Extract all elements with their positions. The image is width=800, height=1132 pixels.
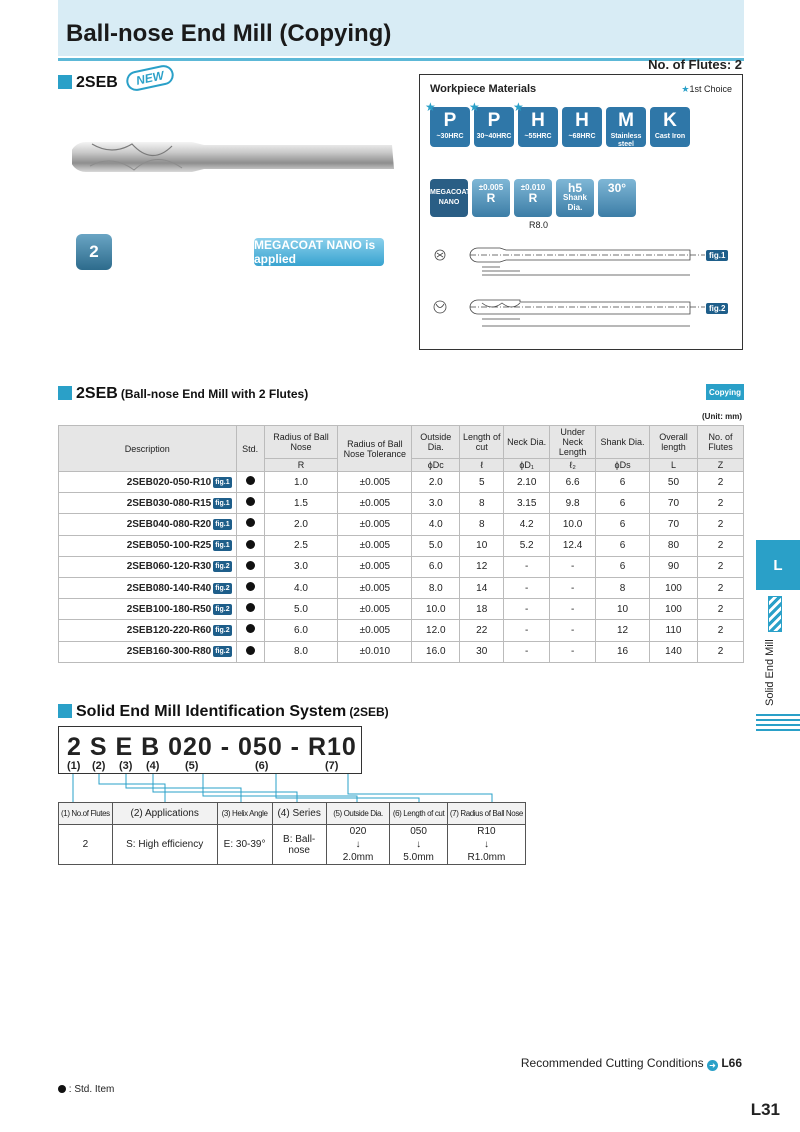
header-rule	[58, 58, 744, 61]
section-square-icon	[58, 704, 72, 718]
table-row	[59, 556, 744, 577]
col-outside: Outside Dia.	[412, 426, 460, 459]
page-number: L31	[750, 1100, 780, 1119]
material-m: M Stainless steel	[606, 107, 646, 147]
id-heading: Solid End Mill Identification System (2SEB)	[58, 703, 389, 721]
page-title: Ball-nose End Mill (Copying)	[66, 20, 392, 47]
col-flutes: No. of Flutes	[697, 426, 743, 459]
fig-tag: fig.2	[215, 605, 230, 613]
cell-cut: 10	[460, 535, 504, 556]
std-dot-icon	[246, 518, 255, 527]
cell-std	[236, 577, 264, 598]
col-neck: Neck Dia.	[504, 426, 550, 459]
cell-under-neck: -	[550, 599, 596, 620]
std-dot-icon	[58, 1085, 66, 1093]
std-dot-icon	[246, 603, 255, 612]
table-row	[59, 641, 744, 662]
id-val-outside: 020 ↓ 2.0mm	[326, 825, 389, 865]
code-part-3: (3)	[119, 760, 133, 772]
std-dot-icon	[246, 476, 255, 485]
cell-neck: 4.2	[504, 514, 550, 535]
dimension-drawings	[420, 231, 742, 349]
code-part-2: (2)	[92, 760, 106, 772]
cell-std	[236, 556, 264, 577]
cell-outside: 3.0	[412, 493, 460, 514]
sym-shank: ϕDs	[596, 459, 650, 472]
cell-overall: 70	[650, 514, 698, 535]
cell-std	[236, 514, 264, 535]
cell-shank: 8	[596, 577, 650, 598]
cell-description	[59, 472, 237, 493]
cell-outside: 16.0	[412, 641, 460, 662]
cell-overall: 50	[650, 472, 698, 493]
cell-shank: 16	[596, 641, 650, 662]
cell-under-neck: 10.0	[550, 514, 596, 535]
cell-cut: 30	[460, 641, 504, 662]
cell-cut: 14	[460, 577, 504, 598]
cell-overall: 70	[650, 493, 698, 514]
sym-cut: ℓ	[460, 459, 504, 472]
code-part-7: (7)	[325, 760, 339, 772]
std-dot-icon	[246, 624, 255, 633]
cell-tolerance: ±0.005	[338, 556, 412, 577]
helix-angle-icon: 30°	[598, 179, 636, 217]
cell-description	[59, 641, 237, 662]
new-badge: NEW	[124, 63, 175, 93]
code-part-4: (4)	[146, 760, 160, 772]
sym-flutes: Z	[697, 459, 743, 472]
cell-description	[59, 577, 237, 598]
cell-cut: 18	[460, 599, 504, 620]
cell-neck: -	[504, 577, 550, 598]
cell-tolerance: ±0.005	[338, 472, 412, 493]
id-val-flutes: 2	[59, 825, 113, 865]
cell-radius: 3.0	[264, 556, 338, 577]
std-dot-icon	[246, 582, 255, 591]
cell-flutes: 2	[697, 535, 743, 556]
cell-description	[59, 514, 237, 535]
cell-radius: 5.0	[264, 599, 338, 620]
sym-overall: L	[650, 459, 698, 472]
cell-under-neck: 6.6	[550, 472, 596, 493]
sym-under-neck: ℓ₂	[550, 459, 596, 472]
fig-tag: fig.1	[215, 520, 230, 528]
product-heading	[58, 74, 118, 92]
fig-tag: fig.1	[215, 478, 230, 486]
fig2-label: fig.2	[706, 303, 728, 314]
item-code: 2SEB050-100-R25	[126, 540, 212, 552]
end-mill-icon	[768, 596, 782, 632]
material-icons	[425, 100, 690, 148]
col-cut: Length of cut	[460, 426, 504, 459]
cell-radius: 1.5	[264, 493, 338, 514]
id-col-7: (7) Radius of Ball Nose	[447, 803, 525, 825]
workpiece-panel	[419, 74, 743, 350]
code-part-6: (6)	[255, 760, 269, 772]
cell-under-neck: -	[550, 620, 596, 641]
material-p-soft: ★ P ~30HRC	[430, 107, 470, 147]
cell-outside: 12.0	[412, 620, 460, 641]
fig-tag: fig.2	[215, 584, 230, 592]
cell-std	[236, 599, 264, 620]
fig-tag: fig.1	[215, 499, 230, 507]
fig-tag: fig.2	[215, 648, 230, 656]
std-dot-icon	[246, 646, 255, 655]
material-p-mid: ★ P 30~40HRC	[474, 107, 514, 147]
cell-under-neck: 12.4	[550, 535, 596, 556]
table-row	[59, 493, 744, 514]
cell-flutes: 2	[697, 620, 743, 641]
cell-flutes: 2	[697, 556, 743, 577]
material-h-68: H ~68HRC	[562, 107, 602, 147]
id-val-applications: S: High efficiency	[112, 825, 217, 865]
cell-tolerance: ±0.005	[338, 493, 412, 514]
cell-cut: 8	[460, 514, 504, 535]
item-code: 2SEB030-080-R15	[126, 497, 212, 509]
cell-overall: 110	[650, 620, 698, 641]
two-flute-badge: 2	[76, 234, 112, 270]
cell-flutes: 2	[697, 641, 743, 662]
col-shank: Shank Dia.	[596, 426, 650, 459]
cell-std	[236, 493, 264, 514]
id-col-6: (6) Length of cut	[390, 803, 448, 825]
cell-radius: 8.0	[264, 641, 338, 662]
cell-std	[236, 620, 264, 641]
arrow-right-icon: ➜	[707, 1060, 718, 1071]
cell-neck: -	[504, 641, 550, 662]
fig-tag: fig.2	[215, 563, 230, 571]
table-row	[59, 577, 744, 598]
id-col-5: (5) Outside Dia.	[326, 803, 389, 825]
radius-tolerance-icon: ±0.010 R	[514, 179, 552, 217]
id-table	[58, 802, 526, 865]
id-code-box	[58, 726, 362, 774]
cell-tolerance: ±0.005	[338, 535, 412, 556]
cell-overall: 100	[650, 577, 698, 598]
material-k: K Cast Iron	[650, 107, 690, 147]
cell-flutes: 2	[697, 577, 743, 598]
cell-shank: 12	[596, 620, 650, 641]
cell-neck: -	[504, 620, 550, 641]
cell-overall: 140	[650, 641, 698, 662]
page-header	[58, 0, 744, 56]
cell-outside: 6.0	[412, 556, 460, 577]
cell-radius: 2.5	[264, 535, 338, 556]
std-item-legend: : Std. Item	[58, 1084, 114, 1095]
code-part-5: (5)	[185, 760, 199, 772]
item-code: 2SEB100-180-R50	[126, 603, 212, 615]
table-row	[59, 514, 744, 535]
cell-radius: 4.0	[264, 577, 338, 598]
sym-neck: ϕD₁	[504, 459, 550, 472]
cell-outside: 5.0	[412, 535, 460, 556]
cell-shank: 6	[596, 514, 650, 535]
col-tolerance: Radius of Ball Nose Tolerance	[338, 426, 412, 472]
col-under-neck: Under Neck Length	[550, 426, 596, 459]
product-name: 2SEB	[76, 74, 118, 91]
item-code: 2SEB020-050-R10	[126, 476, 212, 488]
radius-tolerance-icon: ±0.005 R	[472, 179, 510, 217]
cell-description	[59, 535, 237, 556]
sym-radius: R	[264, 459, 338, 472]
sym-outside: ϕDc	[412, 459, 460, 472]
coating-note: MEGACOAT NANO is applied	[254, 238, 384, 266]
workpiece-title: Workpiece Materials	[430, 83, 537, 95]
col-description: Description	[59, 426, 237, 472]
star-icon: ★	[469, 100, 480, 114]
std-dot-icon	[246, 497, 255, 506]
fig-tag: fig.1	[215, 542, 230, 550]
cell-tolerance: ±0.005	[338, 620, 412, 641]
unit-label: (Unit: mm)	[702, 412, 742, 421]
megacoat-nano-icon: MEGACOAT NANO	[430, 179, 468, 217]
table-row	[59, 535, 744, 556]
id-val-series: B: Ball-nose	[272, 825, 326, 865]
id-val-helix: E: 30-39°	[217, 825, 272, 865]
cell-description	[59, 599, 237, 620]
star-icon: ★	[513, 100, 524, 114]
cell-cut: 12	[460, 556, 504, 577]
cell-std	[236, 535, 264, 556]
cell-std	[236, 641, 264, 662]
cell-description	[59, 556, 237, 577]
id-col-3: (3) Helix Angle	[217, 803, 272, 825]
cell-radius: 2.0	[264, 514, 338, 535]
cell-overall: 80	[650, 535, 698, 556]
cell-neck: 2.10	[504, 472, 550, 493]
cell-shank: 10	[596, 599, 650, 620]
flutes-label: No. of Flutes: 2	[648, 57, 742, 72]
id-code: 2 S E B 020 - 050 - R10	[67, 733, 357, 761]
item-code: 2SEB060-120-R30	[126, 561, 212, 573]
cell-under-neck: 9.8	[550, 493, 596, 514]
cell-overall: 100	[650, 599, 698, 620]
cell-shank: 6	[596, 556, 650, 577]
id-val-cut: 050 ↓ 5.0mm	[390, 825, 448, 865]
section-square-icon	[58, 386, 72, 400]
cell-under-neck: -	[550, 577, 596, 598]
cell-outside: 4.0	[412, 514, 460, 535]
fig-tag: fig.2	[215, 626, 230, 634]
cell-shank: 6	[596, 493, 650, 514]
material-h-55: ★ H ~55HRC	[518, 107, 558, 147]
item-code: 2SEB040-080-R20	[126, 518, 212, 530]
cell-neck: -	[504, 599, 550, 620]
cell-tolerance: ±0.005	[338, 599, 412, 620]
side-lines	[756, 714, 800, 734]
star-icon: ★	[425, 100, 436, 114]
cell-under-neck: -	[550, 556, 596, 577]
side-tab-l[interactable]: L	[756, 540, 800, 590]
table-row	[59, 599, 744, 620]
cell-overall: 90	[650, 556, 698, 577]
cell-outside: 2.0	[412, 472, 460, 493]
copying-tag: Copying	[706, 384, 744, 400]
id-col-2: (2) Applications	[112, 803, 217, 825]
spec-table	[58, 425, 744, 663]
first-choice-legend: ★1st Choice	[681, 84, 732, 94]
col-overall: Overall length	[650, 426, 698, 459]
cell-tolerance: ±0.005	[338, 514, 412, 535]
cell-neck: -	[504, 556, 550, 577]
section-square-icon	[58, 75, 72, 89]
spec-heading: 2SEB (Ball-nose End Mill with 2 Flutes)	[58, 385, 308, 403]
cell-shank: 6	[596, 535, 650, 556]
cell-cut: 5	[460, 472, 504, 493]
cell-radius: 6.0	[264, 620, 338, 641]
cell-under-neck: -	[550, 641, 596, 662]
recommended-conditions-link[interactable]: Recommended Cutting Conditions ➜ L66	[520, 1056, 742, 1070]
cell-neck: 5.2	[504, 535, 550, 556]
r80-note: R8.0	[529, 220, 549, 230]
id-val-radius: R10 ↓ R1.0mm	[447, 825, 525, 865]
star-icon: ★	[681, 84, 690, 94]
cell-outside: 10.0	[412, 599, 460, 620]
item-code: 2SEB080-140-R40	[126, 582, 212, 594]
cell-cut: 8	[460, 493, 504, 514]
id-col-1: (1) No.of Flutes	[59, 803, 113, 825]
cell-flutes: 2	[697, 493, 743, 514]
col-radius: Radius of Ball Nose	[264, 426, 338, 459]
code-part-1: (1)	[67, 760, 81, 772]
id-col-4: (4) Series	[272, 803, 326, 825]
table-row	[59, 472, 744, 493]
col-std: Std.	[236, 426, 264, 472]
cell-tolerance: ±0.010	[338, 641, 412, 662]
std-dot-icon	[246, 540, 255, 549]
cell-outside: 8.0	[412, 577, 460, 598]
side-label: Solid End Mill	[764, 639, 776, 706]
item-code: 2SEB160-300-R80	[126, 646, 212, 658]
cell-radius: 1.0	[264, 472, 338, 493]
cell-flutes: 2	[697, 514, 743, 535]
cell-cut: 22	[460, 620, 504, 641]
cell-description	[59, 620, 237, 641]
cell-flutes: 2	[697, 599, 743, 620]
cell-std	[236, 472, 264, 493]
item-code: 2SEB120-220-R60	[126, 624, 212, 636]
cell-flutes: 2	[697, 472, 743, 493]
std-dot-icon	[246, 561, 255, 570]
fig1-label: fig.1	[706, 250, 728, 261]
cell-tolerance: ±0.005	[338, 577, 412, 598]
table-row	[59, 620, 744, 641]
cell-shank: 6	[596, 472, 650, 493]
cell-neck: 3.15	[504, 493, 550, 514]
shank-tolerance-icon: h5 Shank Dia.	[556, 179, 594, 217]
id-connector-lines	[58, 774, 528, 802]
feature-icons	[430, 179, 636, 217]
end-mill-image	[72, 136, 398, 178]
cell-description	[59, 493, 237, 514]
